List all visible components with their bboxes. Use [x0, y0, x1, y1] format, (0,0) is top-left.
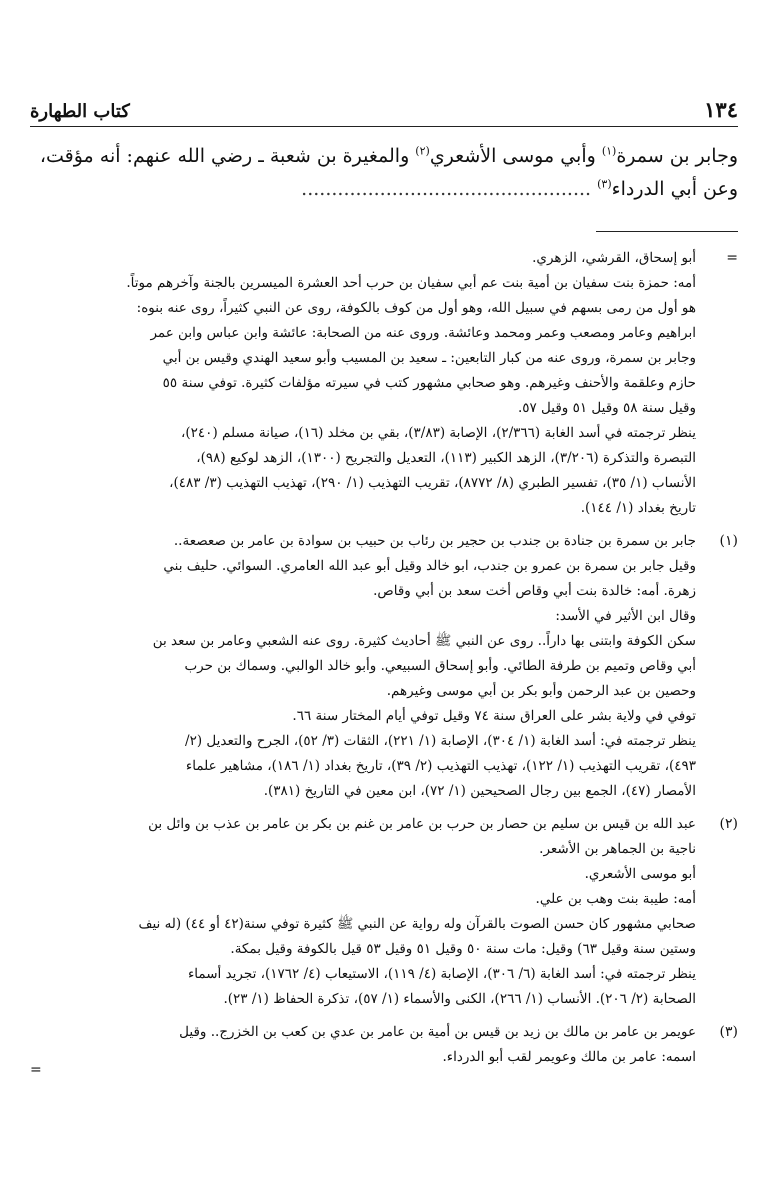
footnote-line: زهرة. أمه: خالدة بنت أبي وقاص أخت سعد بن أبي وقاص.	[373, 583, 696, 599]
footnote-line: ينظر ترجمته في أسد الغابة (٢/٣٦٦)، الإصابة (٣/٨٣)، بقي بن مخلد (١٦)، صيانة مسلم (٢٤٠)،	[181, 425, 696, 441]
footnote-line: أمه: طيبة بنت وهب بن علي.	[535, 891, 696, 907]
footnote-label: (٣)	[719, 1024, 738, 1040]
footnote-line: عويمر بن عامر بن مالك بن زيد بن قيس بن أمية بن عامر بن عدي بن كعب بن الخزرج.. وقيل	[179, 1024, 696, 1040]
continuation-text	[26, 246, 696, 421]
main-text-segment: وعن أبي الدرداء	[611, 178, 738, 200]
footnote-line: ٤٩٣)، تقريب التهذيب (١/ ١٢٢)، تهذيب التهذيب (٢/ ٣٩)، تاريخ بغداد (١/ ١٨٦)، مشاهير علماء	[185, 758, 696, 774]
footnote-ref-3[interactable]: (٣)	[597, 177, 612, 191]
footnote-1	[26, 529, 738, 804]
footnote-line: وستين سنة وقيل ٦٣) وقيل: مات سنة ٥٠ وقيل ٥١ وقيل ٥٣ قيل بالكوفة وقيل بمكة.	[230, 941, 696, 957]
footnote-line: ينظر ترجمته في: أسد الغابة (٦/ ٣٠٦)، الإصابة (٤/ ١١٩)، الاستيعاب (٤/ ١٧٦٢)، تجريد أسماء	[187, 966, 696, 982]
footnote-line: وجابر بن سمرة، وروى عنه من كبار التابعين: ـ سعيد بن المسيب وأبو سعيد الهندي وقيس بن أبي	[162, 350, 696, 366]
footnote-line: سكن الكوفة وابتنى بها داراً.. روى عن النبي ﷺ أحاديث كثيرة. روى عنه الشعبي وعامر بن سعد بن	[152, 633, 696, 649]
footnote-line: هو أول من رمى بسهم في سبيل الله، وهو أول من كوف بالكوفة، روى عن النبي كثيراً، روى عنه بنوه:	[136, 300, 696, 316]
footnote-line: الأنساب (١/ ٣٥)، تفسير الطبري (٨/ ٨٧٧٢)، تقريب التهذيب (١/ ٢٩٠)، تهذيب التهذيب (٣/ ٤٨٣)،	[169, 475, 696, 491]
continuation-references	[26, 421, 696, 521]
footnote-label: (٢)	[719, 816, 738, 832]
end-mark: =	[30, 1062, 42, 1078]
footnote-label: (١)	[719, 533, 738, 549]
footnote-line: وقيل جابر بن سمرة بن عمرو بن جندب، ابو خالد وقيل أبو عبد الله العامري. السوائي. حليف بني	[163, 558, 696, 574]
footnote-body	[26, 812, 696, 1012]
footnote-line: وحصين بن عبد الرحمن وأبو بكر بن أبي موسى وغيرهم.	[386, 683, 696, 699]
footnote-line: توفي في ولاية بشر على العراق سنة ٧٤ وقيل توفي أيام المختار سنة ٦٦.	[292, 708, 696, 724]
footnote-2	[26, 812, 738, 1012]
page-header	[30, 92, 738, 127]
footnote-line: أمه: حمزة بنت سفيان بن أمية بنت عم أبي سفيان بن حرب أحد العشرة الميسرين بالجنة وآخرهم موتاً.	[126, 275, 696, 291]
footnote-line: أبي وقاص وتميم بن طرفة الطائي. وأبو إسحاق السبيعي. وأبو خالد الوالبي. وسماك بن حرب	[184, 658, 696, 674]
main-text-segment: وأبي موسى الأشعري	[429, 145, 602, 167]
footnote-ref-1[interactable]: (١)	[601, 144, 617, 158]
footnote-line: وقال ابن الأثير في الأسد:	[555, 608, 696, 624]
running-title: كتاب الطهارة	[30, 101, 130, 122]
footnote-line: الصحابة (٢/ ٢٠٦). الأنساب (١/ ٢٦٦)، الكنى والأسماء (١/ ٥٧)، تذكرة الحفاظ (١/ ٢٣).	[223, 991, 696, 1007]
footnotes-section	[26, 246, 738, 1078]
footnote-line: أبو موسى الأشعري.	[584, 866, 696, 882]
footnote-line: اسمه: عامر بن مالك وعويمر لقب أبو الدرداء.	[442, 1049, 696, 1065]
footnote-body	[26, 529, 696, 804]
footnote-line: تاريخ بغداد (١/ ١٤٤).	[580, 500, 696, 516]
footnote-line: ناجية بن الجماهر بن الأشعر.	[539, 841, 696, 857]
main-text-segment: وجابر بن سمرة	[616, 145, 738, 167]
footnote-body	[26, 1020, 696, 1070]
footnote-line: جابر بن سمرة بن جنادة بن جندب بن حجير بن رئاب بن حبيب بن سوادة بن عامر بن صعصعة..	[173, 533, 696, 549]
footnote-line: عبد الله بن قيس بن سليم بن حصار بن حرب بن عامر بن غنم بن بكر بن عامر بن عذب بن وائل بن	[148, 816, 696, 832]
footnote-divider	[596, 231, 738, 232]
footnote-3	[26, 1020, 738, 1070]
page-number: ١٣٤	[704, 97, 738, 122]
footnote-list	[26, 529, 738, 1070]
main-text-segment: والمغيرة بن شعبة ـ رضي الله عنهم: أنه مؤقت،	[39, 145, 416, 167]
footnote-line: التبصرة والتذكرة (٣/٢٠٦)، الزهد الكبير (١١٣)، التعديل والتجريح (١٣٠٠)، الزهد لوكيع (٩٨)،	[196, 450, 696, 466]
main-text	[26, 140, 738, 206]
main-text-line-1	[26, 140, 738, 173]
footnote-line: ينظر ترجمته في: أسد الغابة (١/ ٣٠٤)، الإصابة (١/ ٢٢١)، الثقات (٣/ ٥٢)، الجرح والتعديل (٢/	[185, 733, 696, 749]
footnote-line: صحابي مشهور كان حسن الصوت بالقرآن وله رواية عن النبي ﷺ كثيرة توفي سنة(٤٢ أو ٤٤) (له نيف	[138, 916, 696, 932]
footnote-line: أبو إسحاق، القرشي، الزهري.	[532, 250, 696, 266]
footnote-line: ابراهيم وعامر ومصعب وعمر ومحمد وعائشة. وروى عنه من الصحابة: عائشة وابن عباس وابن عمر	[150, 325, 696, 341]
footnote-line: الأمصار (٤٧)، الجمع بين رجال الصحيحين (١/ ٧٢)، ابن معين في التاريخ (٣٨١).	[263, 783, 696, 799]
footnote-continuation	[26, 246, 738, 521]
continuation-mark: =	[726, 250, 738, 266]
footnote-line: وقيل سنة ٥٨ وقيل ٥١ وقيل ٥٧.	[517, 400, 696, 416]
footnote-line: حازم وعلقمة والأحنف وغيرهم. وهو صحابي مشهور كتب في سيرته مؤلفات كثيرة. توفي سنة ٥٥	[162, 375, 696, 391]
footnote-ref-2[interactable]: (٢)	[415, 144, 430, 158]
main-text-line-2	[26, 173, 738, 206]
leader-dots: ................................................	[301, 178, 592, 200]
